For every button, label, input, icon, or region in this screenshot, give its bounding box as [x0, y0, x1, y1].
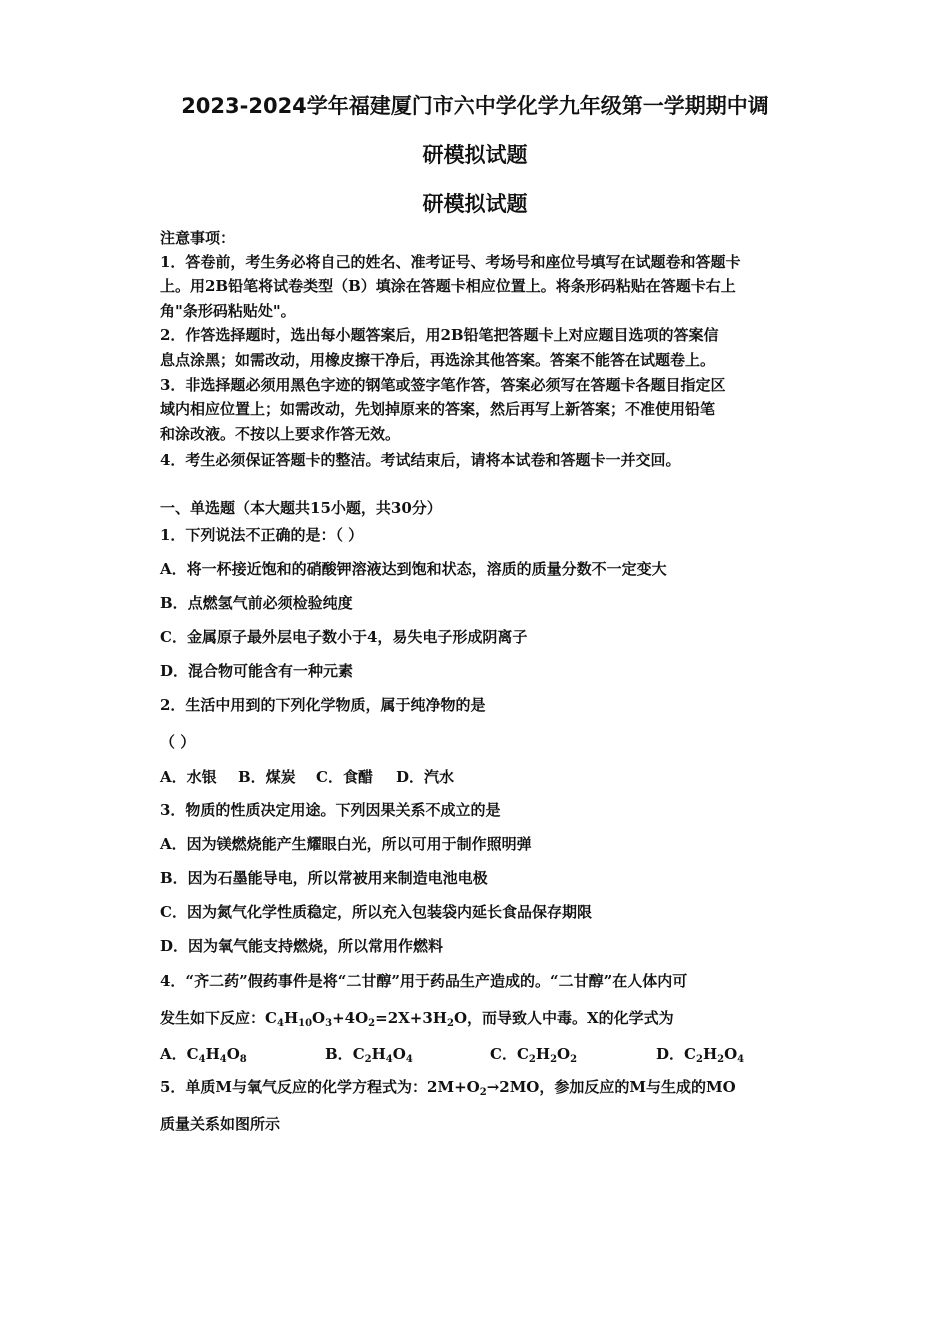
question-1-option-d: D．混合物可能含有一种元素: [160, 662, 354, 680]
question-4-option-a: A．$C_4H_4O_8$: [160, 1045, 247, 1065]
exam-title-line1: 2023-2024学年福建厦门市六中学化学九年级第一学期期中调: [181, 94, 769, 118]
notice-line: 上。用2B铅笔将试卷类型（B）填涂在答题卡相应位置上。将条形码粘贴在答题卡右上: [160, 277, 736, 295]
question-2-bracket: （ ）: [160, 733, 196, 751]
section-heading: 一、单选题（本大题共15小题，共30分）: [160, 499, 442, 517]
notice-line: 息点涂黑；如需改动，用橡皮擦干净后，再选涂其他答案。答案不能答在试题卷上。: [160, 351, 716, 369]
question-3-option-a: A．因为镁燃烧能产生耀眼白光，所以可用于制作照明弹: [160, 835, 532, 853]
question-4-stem-suffix: ，而导致人中毒。X的化学式为: [467, 1009, 674, 1027]
notice-line: 2．作答选择题时，选出每小题答案后，用2B铅笔把答题卡上对应题目选项的答案信: [160, 326, 719, 344]
question-2-option-b: B．煤炭: [238, 768, 296, 786]
question-1-option-a: A．将一杯接近饱和的硝酸钾溶液达到饱和状态，溶质的质量分数不一定变大: [160, 560, 667, 578]
notice-heading: 注意事项：: [160, 229, 236, 247]
question-4-option-d: D．$C_2H_2O_4$: [656, 1045, 745, 1065]
question-2-option-a: A．水银: [160, 768, 217, 786]
question-5-stem-line1: 5．单质M与氧气反应的化学方程式为：$2M+O_2\to 2MO$，参加反应的M与生成的MO: [160, 1078, 736, 1098]
question-4-option-b: B．$C_2H_4O_4$: [325, 1045, 413, 1065]
question-3-option-c: C．因为氮气化学性质稳定，所以充入包装袋内延长食品保存期限: [160, 903, 592, 921]
question-4-stem-line1: 4．“齐二药”假药事件是将“二甘醇”用于药品生产造成的。“二甘醇”在人体内可: [160, 972, 688, 990]
question-4-stem-line2: [160, 1008, 800, 1028]
question-3-option-d: D．因为氧气能支持燃烧，所以常用作燃料: [160, 937, 444, 955]
reaction-equation: $C_4H_{10}O_3+4O_2=2X+3H_2O$: [265, 1009, 468, 1029]
exam-title-line3: 研模拟试题: [422, 192, 528, 216]
question-2-option-c: C．食醋: [316, 768, 373, 786]
notice-line: 1．答卷前，考生务必将自己的姓名、准考证号、考场号和座位号填写在试题卷和答题卡: [160, 253, 741, 271]
notice-line: 和涂改液。不按以上要求作答无效。: [160, 425, 401, 443]
question-2-stem: 2．生活中用到的下列化学物质，属于纯净物的是: [160, 696, 486, 714]
notice-line: 角"条形码粘贴处"。: [160, 302, 296, 320]
question-3-stem: 3．物质的性质决定用途。下列因果关系不成立的是: [160, 801, 501, 819]
question-1-option-c: C．金属原子最外层电子数小于4，易失电子形成阴离子: [160, 628, 528, 646]
question-1-option-b: B．点燃氢气前必须检验纯度: [160, 594, 353, 612]
question-4-option-c: C．$C_2H_2O_2$: [490, 1045, 578, 1065]
question-5-stem-line2: 质量关系如图所示: [160, 1115, 281, 1133]
question-1-stem: 1．下列说法不正确的是：（ ）: [160, 526, 364, 544]
question-2-option-d: D．汽水: [396, 768, 455, 786]
notice-line: 4．考生必须保证答题卡的整洁。考试结束后，请将本试卷和答题卡一并交回。: [160, 451, 681, 469]
exam-title-line2: 研模拟试题: [422, 143, 528, 167]
notice-line: 域内相应位置上；如需改动，先划掉原来的答案，然后再写上新答案；不准使用铅笔: [160, 400, 716, 418]
question-3-option-b: B．因为石墨能导电，所以常被用来制造电池电极: [160, 869, 488, 887]
notice-line: 3．非选择题必须用黑色字迹的钢笔或签字笔作答，答案必须写在答题卡各题目指定区: [160, 376, 726, 394]
question-4-stem-prefix: 发生如下反应：: [160, 1009, 266, 1027]
